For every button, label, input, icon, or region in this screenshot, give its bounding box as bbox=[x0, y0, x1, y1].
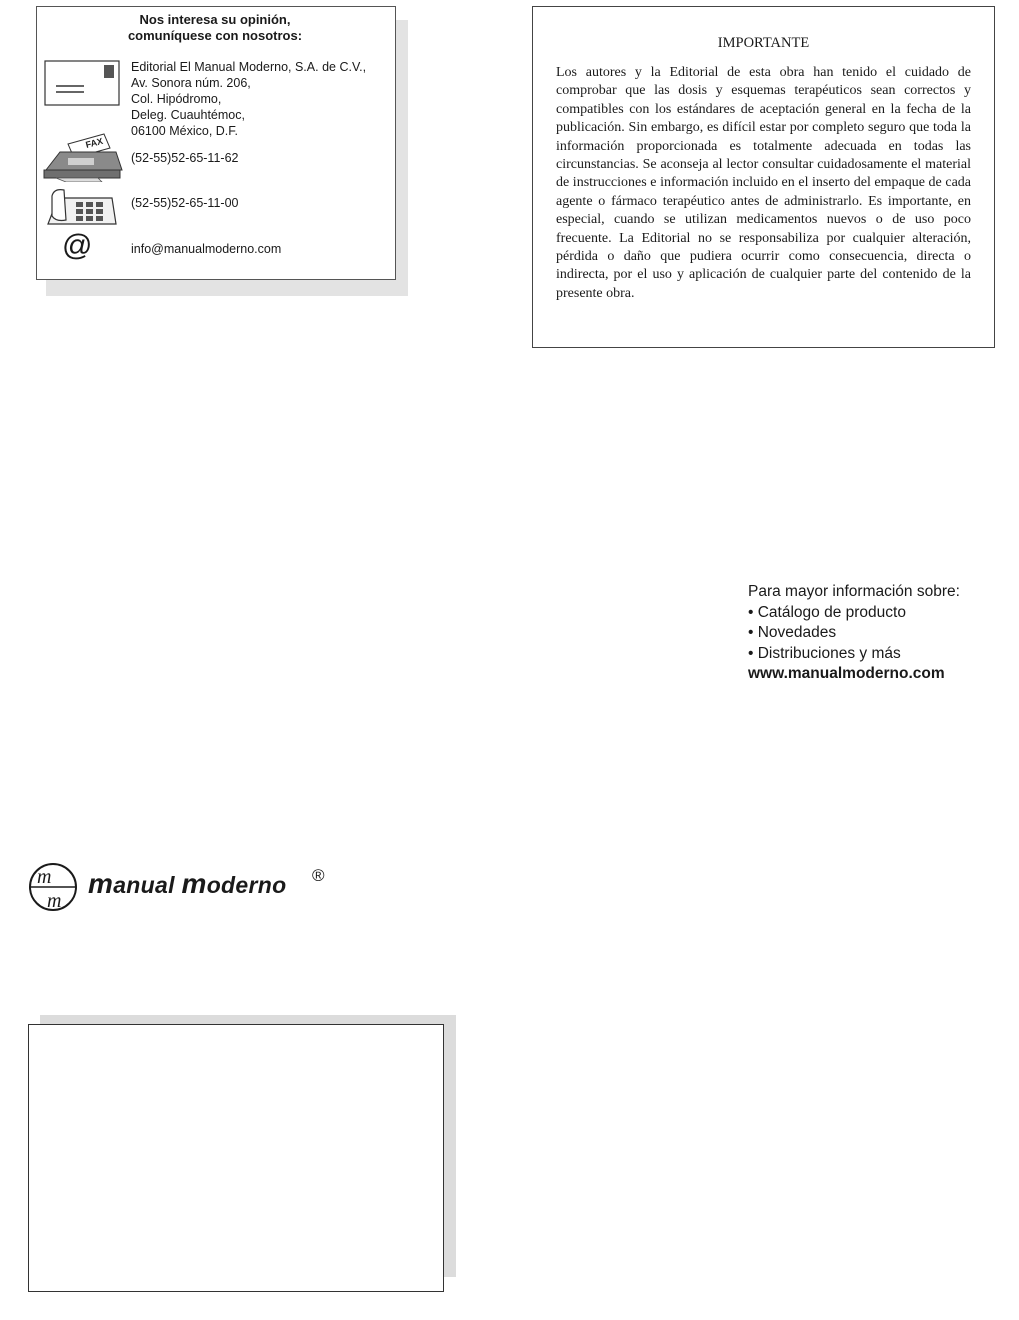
phone-number: (52-55)52-65-11-00 bbox=[131, 196, 239, 210]
email-address: info@manualmoderno.com bbox=[131, 242, 282, 256]
contact-address bbox=[131, 59, 366, 139]
publisher-logo-mark bbox=[27, 862, 79, 912]
info-item: • Distribuciones y más bbox=[748, 644, 901, 662]
at-sign-icon: @ bbox=[62, 229, 93, 262]
address-line: Col. Hipódromo, bbox=[131, 92, 222, 106]
logo-mark-letter-top: m bbox=[37, 866, 52, 888]
info-item: • Catálogo de producto bbox=[748, 603, 906, 621]
fax-number: (52-55)52-65-11-62 bbox=[131, 151, 239, 165]
logo-word2-rest: oderno bbox=[206, 872, 287, 898]
logo-word1-initial: m bbox=[88, 868, 114, 899]
notice-body: Los autores y la Editorial de esta obra han tenido el cuidado de comprobar que las dosis y esquemas terapéuticos sean correctos y compatibles con los estándares de aceptación general en la fecha de la publicación. Sin embargo, es difícil estar por completo seguro que toda la información proporcionada es totalmente adecuada en todas las circunstancias. Se aconseja al lector consultar cuidadosamente el material de instrucciones e información incluido en el inserto del empaque de cada agente o fármaco terapéutico antes de administrarlo. Es importante, en especial, cuando se utilizan medicamentos nuevos o de uso poco frecuente. La Editorial no se responsabiliza por cualquier alteración, pérdida o daño que pudiera ocurrir como consecuencia, directa o indirecta, por el uso y aplicación de cualquier parte del contenido de la presente obra. bbox=[556, 65, 971, 301]
blank-box bbox=[28, 1024, 444, 1292]
info-heading: Para mayor información sobre: bbox=[748, 583, 960, 600]
address-line: Editorial El Manual Moderno, S.A. de C.V., bbox=[131, 60, 367, 74]
address-line: 06100 México, D.F. bbox=[131, 124, 238, 138]
envelope-icon bbox=[44, 60, 120, 106]
contact-heading-line2: comuníquese con nosotros: bbox=[127, 28, 303, 43]
info-item: • Novedades bbox=[748, 624, 837, 641]
fax-label: FAX bbox=[84, 135, 104, 150]
notice-title: IMPORTANTE bbox=[717, 35, 810, 51]
logo-word2-initial: m bbox=[181, 868, 207, 899]
address-line: Av. Sonora núm. 206, bbox=[131, 76, 251, 90]
address-line: Deleg. Cuauhtémoc, bbox=[131, 108, 245, 122]
website-link[interactable]: www.manualmoderno.com bbox=[748, 665, 945, 682]
logo-mark-letter-bottom: m bbox=[47, 890, 62, 912]
contact-heading-line1: Nos interesa su opinión, bbox=[139, 12, 291, 27]
publisher-logo-text bbox=[88, 868, 286, 900]
registered-mark: ® bbox=[312, 866, 325, 885]
info-block bbox=[748, 582, 960, 685]
contact-heading bbox=[36, 12, 394, 44]
logo-word1-rest: anual bbox=[113, 872, 175, 898]
fax-icon bbox=[42, 130, 124, 182]
phone-icon bbox=[46, 186, 118, 228]
